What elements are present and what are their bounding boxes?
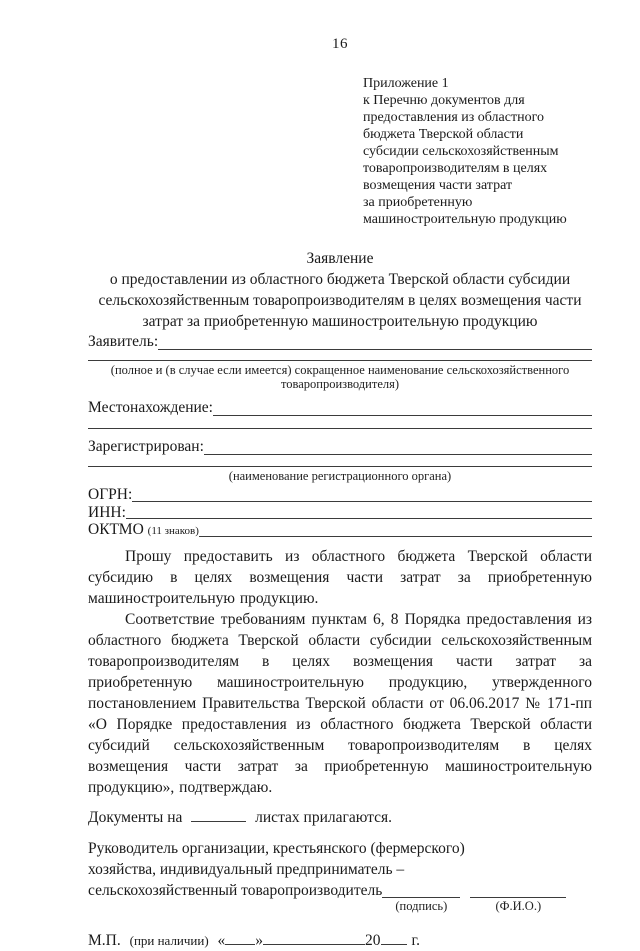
signature-block: [88, 838, 592, 913]
appendix-line: предоставления из областного: [363, 110, 544, 125]
document-title-block: [88, 248, 592, 332]
document-subtitle-line: о предоставлении из областного бюджета Тверской области субсидии: [109, 271, 571, 288]
stamp-note: (при наличии): [129, 932, 209, 948]
signature-name-slot: [470, 880, 566, 913]
document-subtitle-line: сельскохозяйственным товаропроизводителям в целях возмещения части: [98, 292, 582, 309]
applicant-caption: [88, 363, 592, 391]
appendix-line: к Перечню документов для: [363, 93, 525, 108]
registered-blank-line: [204, 437, 592, 455]
stamp-year-blank: [381, 931, 407, 945]
document-subtitle-line: затрат за приобретенную машиностроительную продукцию: [142, 313, 538, 330]
appendix-line: Приложение 1: [363, 76, 449, 91]
oktmo-note: (11 знаков): [147, 525, 199, 537]
inn-blank-line: [126, 504, 592, 520]
documents-prefix: Документы на: [88, 808, 183, 826]
location-blank-line: [213, 398, 592, 416]
oktmo-blank-line: [199, 521, 592, 537]
stamp-open-quote: «: [217, 931, 226, 949]
ogrn-field-row: [88, 486, 592, 504]
appendix-line: субсидии сельскохозяйственным: [363, 144, 559, 159]
signature-line-3-row: [88, 880, 592, 913]
stamp-month-blank: [263, 931, 365, 945]
signature-name-caption: (Ф.И.О.): [495, 898, 542, 913]
registered-field-row: [88, 437, 592, 457]
applicant-caption-line: товаропроизводителя): [280, 377, 400, 391]
signature-sign-slot: [382, 880, 460, 913]
registered-blank-line-2: [88, 466, 592, 467]
inn-label: ИНН:: [88, 503, 126, 521]
signature-line-3: сельскохозяйственный товаропроизводитель: [88, 881, 383, 899]
signature-line-2: хозяйства, индивидуальный предприниматель –: [88, 860, 405, 878]
applicant-blank-line: [158, 332, 592, 350]
stamp-label: М.П.: [88, 931, 121, 949]
applicant-blank-line-2: [88, 360, 592, 361]
applicant-label: Заявитель:: [88, 333, 159, 350]
ogrn-blank-line: [132, 486, 592, 502]
registered-caption: (наименование регистрационного органа): [228, 469, 452, 483]
signature-name-blank: [470, 880, 566, 898]
location-field-row: [88, 398, 592, 418]
documents-row: [88, 807, 592, 828]
appendix-line: товаропроизводителям в целях: [363, 161, 548, 176]
oktmo-label: ОКТМО (11 знаков): [88, 521, 199, 538]
signature-sign-blank: [382, 880, 460, 898]
signature-line-1: Руководитель организации, крестьянского (фермерского): [88, 839, 465, 857]
document-title: Заявление: [306, 250, 374, 267]
stamp-row: [88, 930, 592, 951]
appendix-line: возмещения части затрат: [363, 178, 513, 193]
applicant-caption-line: (полное и (в случае если имеется) сокращенное наименование сельскохозяйственного: [110, 363, 570, 377]
appendix-line: за приобретенную: [363, 195, 473, 210]
documents-sheets-blank: [191, 808, 246, 822]
registered-label: Зарегистрирован:: [88, 438, 204, 455]
location-label: Местонахождение:: [88, 399, 213, 416]
inn-field-row: [88, 504, 592, 522]
ogrn-label: ОГРН:: [88, 486, 133, 503]
appendix-line: бюджета Тверской области: [363, 127, 524, 142]
applicant-field-row: [88, 332, 592, 352]
appendix-line: машиностроительную продукцию: [363, 212, 567, 227]
stamp-day-blank: [225, 931, 255, 945]
documents-suffix: листах прилагаются.: [255, 808, 392, 826]
request-paragraph: Прошу предоставить из областного бюджета Тверской области субсидию в целях возмещения части затрат за приобретенную машиностроительную продукцию.: [88, 547, 592, 607]
location-blank-line-2: [88, 428, 592, 429]
signature-sign-caption: (подпись): [395, 898, 448, 913]
page-number: 16: [332, 36, 348, 52]
stamp-close-quote: »: [255, 931, 264, 949]
oktmo-field-row: [88, 521, 592, 539]
stamp-year-prefix: 20: [365, 931, 381, 949]
compliance-paragraph: Соответствие требованиям пунктам 6, 8 Порядка предоставления из областного бюджета Тверской области субсидии сельскохозяйственным товаропроизводителям в целях возмещения части затрат за приобретенную машиностроительную продукцию, утвержденного постановлением Правительства Тверской области от 06.06.2017 № 171-пп «О Порядке предоставления из областного бюджета Тверской области субсидий сельскохозяйственным товаропроизводителям в целях возмещения части затрат за приобретенную машиностроительную продукцию», подтверждаю.: [88, 610, 592, 796]
appendix-block: [363, 75, 592, 228]
stamp-year-suffix: г.: [411, 931, 421, 949]
